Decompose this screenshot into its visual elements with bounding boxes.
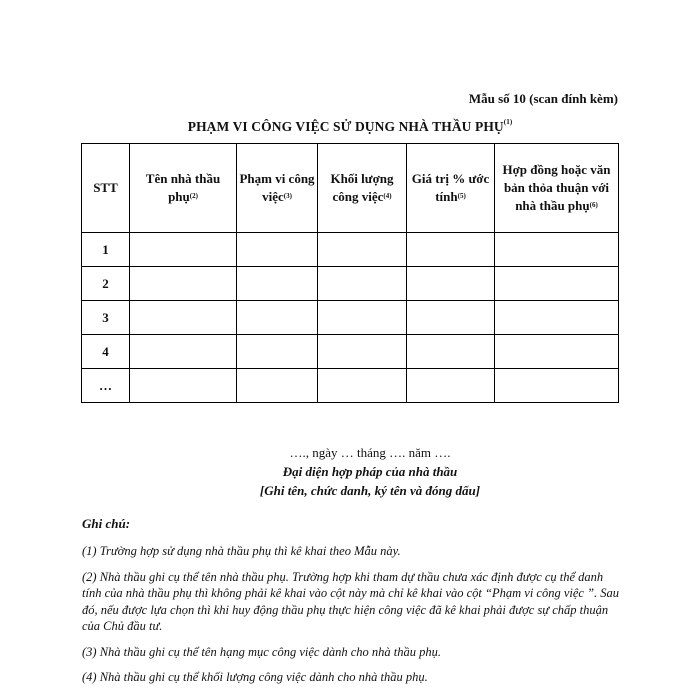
row-number: 3 xyxy=(82,301,130,335)
header-work-scope xyxy=(237,144,318,233)
cell-work-scope[interactable] xyxy=(237,301,318,335)
signature-representative: Đại diện hợp pháp của nhà thầu xyxy=(282,464,458,479)
cell-contract[interactable] xyxy=(495,233,619,267)
header-text: Giá trị % ước tính xyxy=(411,171,490,204)
table-row xyxy=(82,267,619,301)
header-footnote: (3) xyxy=(283,192,292,200)
signature-instruction: [Ghi tên, chức danh, ký tên và đóng dấu] xyxy=(259,483,481,498)
header-text: Hợp đồng hoặc văn bản thỏa thuận với nhà thầu phụ xyxy=(502,162,611,213)
cell-subcontractor-name[interactable] xyxy=(130,301,237,335)
cell-work-scope[interactable] xyxy=(237,267,318,301)
cell-work-volume[interactable] xyxy=(318,301,407,335)
header-contract xyxy=(495,144,619,233)
note-item: (3) Nhà thầu ghi cụ thể tên hạng mục công việc dành cho nhà thầu phụ. xyxy=(82,644,441,659)
cell-contract[interactable] xyxy=(495,335,619,369)
header-footnote: (2) xyxy=(189,192,198,200)
header-text: Tên nhà thầu phụ xyxy=(145,171,221,204)
header-subcontractor-name xyxy=(130,144,237,233)
header-text: Phạm vi công việc xyxy=(239,171,315,204)
cell-estimated-value[interactable] xyxy=(407,301,495,335)
cell-estimated-value[interactable] xyxy=(407,335,495,369)
cell-contract[interactable] xyxy=(495,267,619,301)
page-title xyxy=(0,119,700,135)
table-row xyxy=(82,301,619,335)
cell-subcontractor-name[interactable] xyxy=(130,335,237,369)
table-row xyxy=(82,335,619,369)
row-number: … xyxy=(82,369,130,403)
table-row xyxy=(82,369,619,403)
cell-estimated-value[interactable] xyxy=(407,267,495,301)
row-number: 1 xyxy=(82,233,130,267)
cell-estimated-value[interactable] xyxy=(407,369,495,403)
header-work-volume xyxy=(318,144,407,233)
table-row xyxy=(82,233,619,267)
header-footnote: (4) xyxy=(383,192,392,200)
table-header-row xyxy=(82,144,619,233)
cell-contract[interactable] xyxy=(495,369,619,403)
note-item: (4) Nhà thầu ghi cụ thể khối lượng công việc dành cho nhà thầu phụ. xyxy=(82,670,428,684)
cell-subcontractor-name[interactable] xyxy=(130,233,237,267)
cell-contract[interactable] xyxy=(495,301,619,335)
header-text: STT xyxy=(93,180,118,195)
cell-estimated-value[interactable] xyxy=(407,233,495,267)
cell-work-volume[interactable] xyxy=(318,335,407,369)
title-footnote: (1) xyxy=(503,118,513,126)
notes-heading: Ghi chú: xyxy=(82,516,131,531)
form-number: Mẫu số 10 (scan đính kèm) xyxy=(468,91,618,106)
notes-list xyxy=(82,543,622,695)
header-estimated-value xyxy=(407,144,495,233)
cell-subcontractor-name[interactable] xyxy=(130,369,237,403)
title-text: PHẠM VI CÔNG VIỆC SỬ DỤNG NHÀ THẦU PHỤ xyxy=(187,119,504,134)
subcontractor-table xyxy=(81,143,619,403)
cell-subcontractor-name[interactable] xyxy=(130,267,237,301)
header-footnote: (6) xyxy=(589,201,598,209)
row-number: 4 xyxy=(82,335,130,369)
header-text: Khối lượng công việc xyxy=(330,171,394,204)
header-stt xyxy=(82,144,130,233)
cell-work-scope[interactable] xyxy=(237,233,318,267)
note-item: (1) Trường hợp sử dụng nhà thầu phụ thì kê khai theo Mẫu này. xyxy=(82,544,401,558)
cell-work-volume[interactable] xyxy=(318,267,407,301)
cell-work-scope[interactable] xyxy=(237,335,318,369)
signature-date-line: …., ngày … tháng …. năm …. xyxy=(289,445,451,460)
cell-work-scope[interactable] xyxy=(237,369,318,403)
cell-work-volume[interactable] xyxy=(318,369,407,403)
row-number: 2 xyxy=(82,267,130,301)
cell-work-volume[interactable] xyxy=(318,233,407,267)
header-footnote: (5) xyxy=(457,192,466,200)
note-item: (2) Nhà thầu ghi cụ thể tên nhà thầu phụ. Trường hợp khi tham dự thầu chưa xác định được cụ thể danh tính của nhà thầu phụ thì không phải kê khai vào cột này mà chỉ kê khai vào cột “Phạm vi công việc ”. Sau đó, nếu được lựa chọn thì khi huy động thầu phụ thực hiện công việc đã kê khai phải được sự chấp thuận của Chủ đầu tư. xyxy=(82,569,620,633)
